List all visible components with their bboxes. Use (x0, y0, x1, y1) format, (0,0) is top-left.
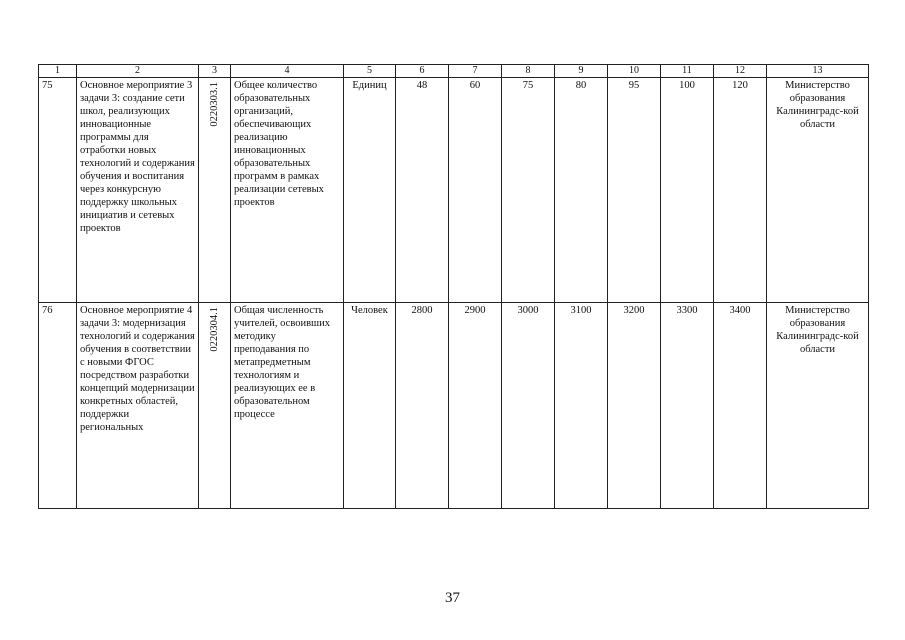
column-number: 8 (502, 65, 555, 78)
indicator-cell: Общая численность учителей, освоивших методику преподавания по метапредметным технологиям и реализующих ее в образовательном процессе (231, 303, 344, 509)
column-number: 4 (231, 65, 344, 78)
indicators-table (38, 64, 869, 509)
indicator-cell: Общее количество образовательных организаций, обеспечивающих реализацию инновационных образовательных программ в рамках реализации сетевых проектов (231, 78, 344, 303)
value-cell: 3300 (661, 303, 714, 509)
value-cell: 75 (502, 78, 555, 303)
value-cell: 95 (608, 78, 661, 303)
activity-cell: Основное мероприятие 4 задачи 3: модернизация технологий и содержания обучения в соответствии с новыми ФГОС посредством разработки концепций модернизации конкретных областей, поддержки региональных (77, 303, 199, 509)
column-number: 9 (555, 65, 608, 78)
value-cell: 48 (396, 78, 449, 303)
column-number: 2 (77, 65, 199, 78)
page-number: 37 (445, 590, 460, 606)
column-number: 5 (344, 65, 396, 78)
value-cell: 3000 (502, 303, 555, 509)
column-number: 13 (767, 65, 869, 78)
value-cell: 100 (661, 78, 714, 303)
unit-cell: Человек (344, 303, 396, 509)
executor-cell: Министерство образования Калининградс-кой области (767, 78, 869, 303)
table-header-row (39, 65, 869, 78)
budget-code: 0220304.1 (208, 307, 220, 352)
value-cell: 120 (714, 78, 767, 303)
row-number: 75 (39, 78, 77, 303)
column-number: 7 (449, 65, 502, 78)
table-row (39, 303, 869, 509)
unit-cell: Единиц (344, 78, 396, 303)
column-number: 3 (199, 65, 231, 78)
code-cell (199, 303, 231, 509)
table-row (39, 78, 869, 303)
value-cell: 2900 (449, 303, 502, 509)
activity-cell: Основное мероприятие 3 задачи 3: создание сети школ, реализующих инновационные программы для отработки новых технологий и содержания обучения и воспитания через конкурсную поддержку школьных инициатив и сетевых проектов (77, 78, 199, 303)
value-cell: 3400 (714, 303, 767, 509)
value-cell: 3200 (608, 303, 661, 509)
column-number: 12 (714, 65, 767, 78)
value-cell: 3100 (555, 303, 608, 509)
value-cell: 80 (555, 78, 608, 303)
value-cell: 2800 (396, 303, 449, 509)
code-cell (199, 78, 231, 303)
budget-code: 0220303.1 (208, 82, 220, 127)
column-number: 10 (608, 65, 661, 78)
column-number: 1 (39, 65, 77, 78)
value-cell: 60 (449, 78, 502, 303)
column-number: 6 (396, 65, 449, 78)
row-number: 76 (39, 303, 77, 509)
executor-cell: Министерство образования Калининградс-кой области (767, 303, 869, 509)
column-number: 11 (661, 65, 714, 78)
